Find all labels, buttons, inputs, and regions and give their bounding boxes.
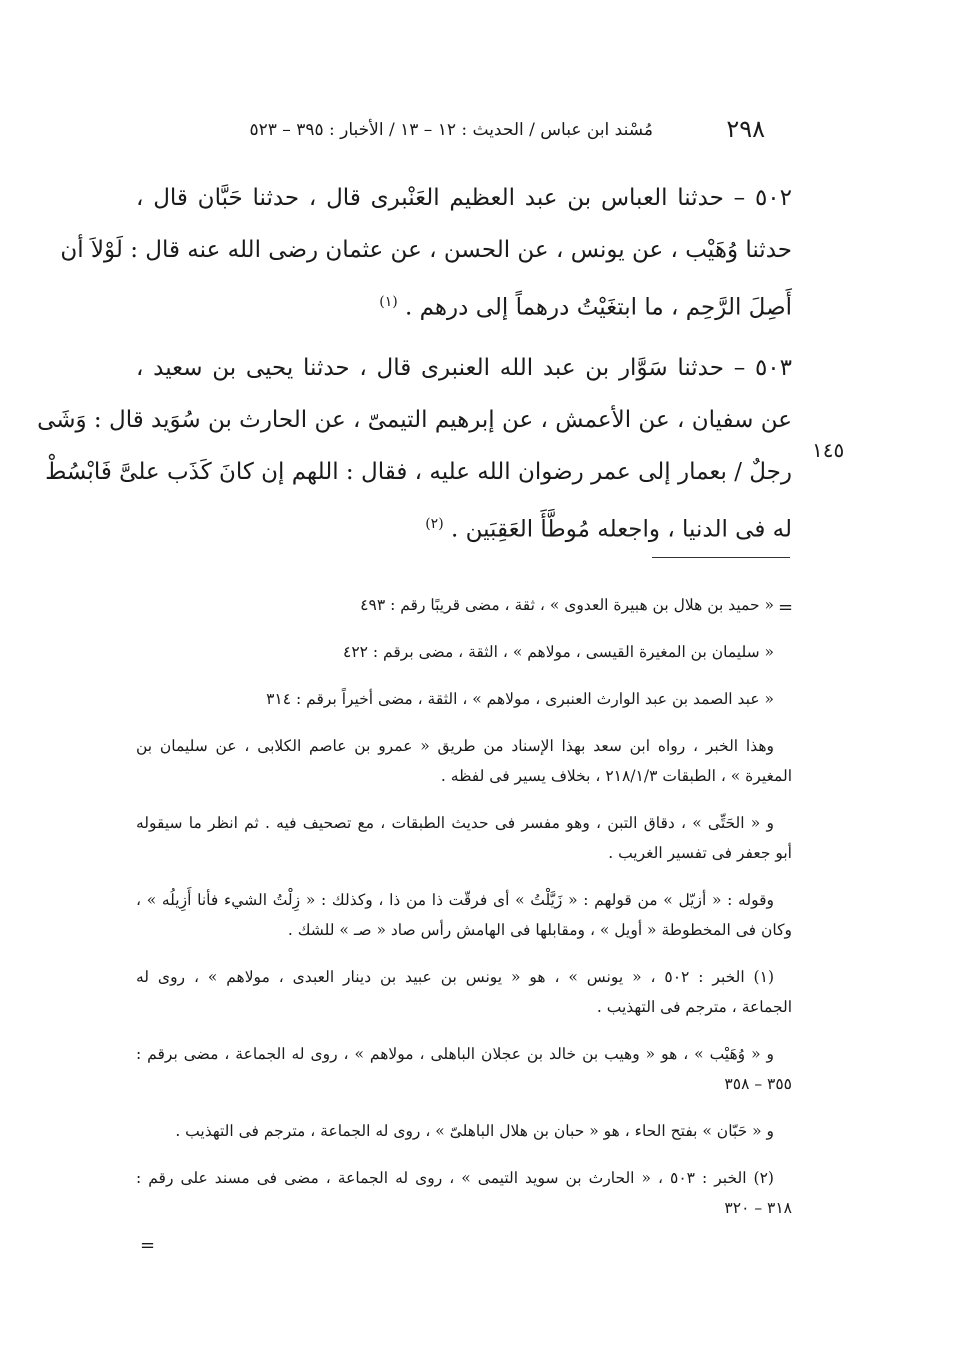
footnote-line: و « وُهَيْب » ، هو « وهيب بن خالد بن عجلان الباهلى ، مولاهم » ، روى له الجماعة ، مضى برقم : (136, 1045, 774, 1063)
text-line: عن سفيان ، عن الأعمش ، عن إبرهيم التيمىّ ، عن الحارث بن سُوَيد قال : وَشَى (37, 407, 792, 433)
text-line: ٥٠٣ – حدثنا سَوَّار بن عبد الله العنبرى قال ، حدثنا يحيى بن سعيد ، (136, 355, 792, 381)
footnote-line: وهذا الخبر ، رواه ابن سعد بهذا الإسناد من طريق « عمرو بن عاصم الكلابى ، عن سليمان بن (136, 737, 774, 755)
footnote (136, 962, 792, 1022)
text-line: ٥٠٢ – حدثنا العباس بن عبد العظيم العَنْبرى قال ، حدثنا حَبَّان قال ، (136, 185, 792, 211)
footnote-line: و « حَبّان » بفتح الحاء ، هو « حبان بن هلال الباهلىّ » ، روى له الجماعة ، مترجم فى التهذيب . (175, 1122, 774, 1140)
footnote-line: ٣١٨ – ٣٢٠ (724, 1199, 792, 1217)
hadith-503 (37, 342, 792, 550)
footnote-ref: (٢) (425, 516, 444, 532)
footnote-line: أبو جعفر فى تفسير الغريب . (608, 844, 792, 862)
text-line: له فى الدنيا ، واجعله مُوطَّأَ العَقِبَين . $^{(٢)}$ (425, 516, 792, 543)
footnote-line: المغيرة » ، الطبقات ٢١٨/١/٣ ، بخلاف يسير فى لفظه . (440, 767, 792, 785)
footnote-line: وكان فى المخطوطة « أويل » ، ومقابلها فى الهامش رأس صاد « صـ » للشك . (287, 921, 792, 939)
running-head: مُسْند ابن عباس / الحديث : ١٢ – ١٣ / الأخبار : ٣٩٥ – ٥٢٣ (249, 120, 653, 140)
footnote-line: « حميد بن هلال بن هبيرة العدوى » ، ثقة ، مضى قريبًا رقم : ٤٩٣ (360, 596, 774, 614)
hadith-502 (60, 172, 792, 328)
footnote (136, 1163, 792, 1223)
footnote (136, 1039, 792, 1099)
footnote (136, 637, 792, 667)
text-line: رجلٌ / بعمار إلى عمر رضوان الله عليه ، فقال : اللهم إن كانَ كَذَب علىَّ فَابْسُطْ (45, 459, 792, 485)
footnote-line: الجماعة ، مترجم فى التهذيب . (596, 998, 792, 1016)
footnote (136, 731, 792, 791)
main-text (37, 172, 792, 564)
footnote-line: ٣٥٥ – ٣٥٨ (724, 1075, 792, 1093)
page-header (225, 112, 765, 148)
text-line: أَصِلَ الرَّحِم ، ما ابتغَيْتُ درهماً إلى درهم . $^{(١)}$ (379, 294, 792, 321)
footnote (136, 590, 792, 620)
footnote (136, 885, 792, 945)
footnote-line: وقوله : « أزيّل » من قولهم : « زَيَّلْتُ » أى فرقّت ذا من ذا ، وكذلك : « زِلْتُ الشيء فأنا أَزِيلُه » ، (136, 891, 774, 909)
footnote-line: « عبد الصمد بن عبد الوارث العنبرى ، مولاهم » ، الثقة ، مضى أخيراً برقم : ٣١٤ (266, 690, 774, 708)
page-number: ٢٩٨ (726, 115, 765, 143)
footnote-line: (١) الخبر : ٥٠٢ ، « يونس » ، هو « يونس بن عبيد بن دينار العبدى ، مولاهم » ، روى له (136, 968, 774, 986)
footnote (136, 1116, 792, 1146)
margin-page-number: ١٤٥ (812, 438, 845, 462)
footnotes (136, 590, 792, 1240)
footnote (136, 808, 792, 868)
footnote-separator (652, 557, 790, 558)
text-line: حدثنا وُهَيْب ، عن يونس ، عن الحسن ، عن عثمان رضى الله عنه قال : لَوْلاَ أن (60, 237, 792, 263)
continuation-mark-bottom: = (140, 1235, 156, 1256)
footnote-line: « سليمان بن المغيرة القيسى ، مولاهم » ، الثقة ، مضى برقم : ٤٢٢ (343, 643, 774, 661)
footnote-line: (٢) الخبر : ٥٠٣ ، « الحارث بن سويد التيمى » ، روى له الجماعة ، مضى فى مسند على رقم : (136, 1169, 774, 1187)
footnote (136, 684, 792, 714)
continuation-mark-top: = (778, 597, 794, 618)
footnote-line: و « الحَتِّى » ، دقاق التبن ، وهو مفسر فى حديث الطبقات ، مع تصحيف فيه . ثم انظر ما سيقوله (136, 814, 774, 832)
footnote-ref: (١) (379, 294, 398, 310)
